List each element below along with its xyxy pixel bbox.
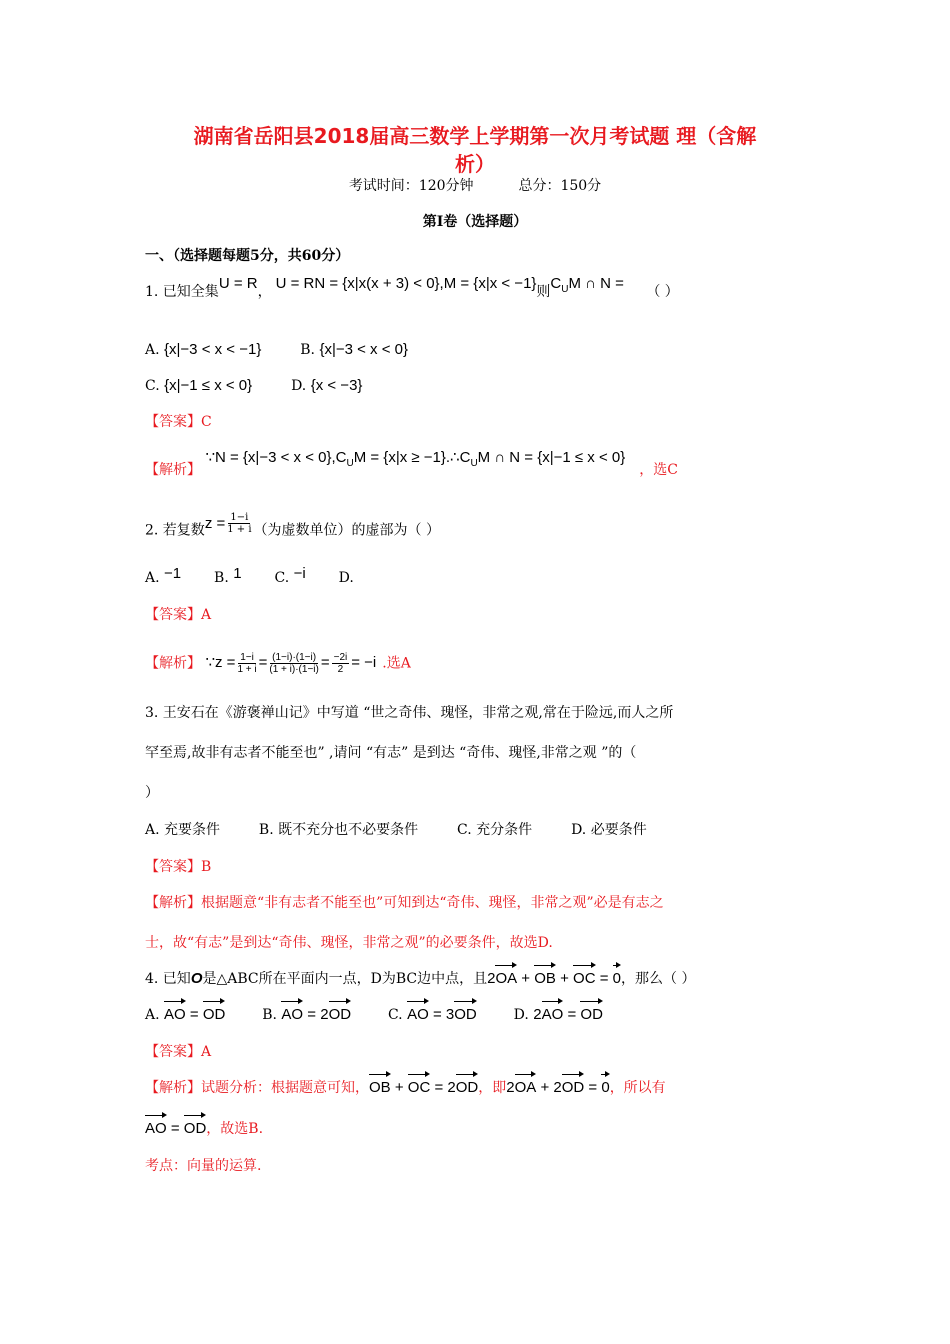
q3-options — [145, 819, 647, 841]
q3-opt-b: B. 既不充分也不必要条件 — [258, 822, 419, 838]
q2-analysis-math — [205, 652, 377, 675]
q2-answer-value: A — [201, 607, 212, 623]
q4-answer — [145, 1041, 211, 1063]
q1-sep: ， — [257, 284, 272, 300]
q1-answer-label: 【答案】 — [145, 414, 201, 430]
q1-stem — [145, 275, 679, 309]
q4-opt-a-vec-od: OD — [203, 1004, 226, 1026]
q4-prefix: 4. 已知 — [145, 971, 191, 987]
q2-an-frac3-num: −2i — [333, 652, 348, 663]
q4-answer-value: A — [201, 1044, 212, 1060]
q1-analysis-label: 【解析】 — [145, 462, 201, 478]
q4-tail: ，那么（ ） — [621, 971, 696, 987]
q4-an-vec-zero: 0 — [601, 1077, 609, 1099]
exam-time: 考试时间：120分钟 — [348, 178, 474, 194]
q4-an-coef-1: 2 — [447, 1079, 456, 1096]
title-line-1: 湖南省岳阳县2018届高三数学上学期第一次月考试题 理（含解 — [193, 124, 757, 148]
q4-an-vec-ob: OB — [369, 1077, 391, 1099]
q3-stem-line-1: 3. 王安石在《游褒禅山记》中写道 “世之奇伟、瑰怪，非常之观,常在于险远,而人之所 — [145, 705, 674, 721]
q2-an-frac3-den: 2 — [337, 664, 344, 675]
q4-opt-d-eq: = — [563, 1006, 581, 1023]
q2-answer-label: 【答案】 — [145, 607, 201, 623]
q4-opt-d-vec-ao: AO — [542, 1004, 564, 1026]
q4-stem — [145, 968, 695, 990]
q4-options — [145, 1004, 603, 1026]
q2-analysis-label: 【解析】 — [145, 655, 201, 672]
part1-heading: 第Ⅰ卷（选择题） — [422, 214, 528, 230]
q4-opt-b-coef: 2 — [320, 1006, 329, 1023]
q2-opt-a: −1 — [164, 565, 182, 582]
q4-an-vec-od-1: OD — [456, 1077, 479, 1099]
q3-analysis-label: 【解析】 — [145, 895, 201, 911]
q2-an-frac1-den: 1 + i — [237, 664, 257, 675]
q1-math-u: U = R — [218, 275, 258, 292]
q4-an-text2: ，即 — [478, 1080, 507, 1096]
q1-opt-b-label: B. — [300, 342, 315, 358]
q4-analysis-line-2 — [145, 1118, 263, 1140]
q1-math-c: C — [550, 275, 562, 292]
q3-analysis-text-1: 根据题意“非有志者不能至也”可知到达“奇伟、瑰怪，非常之观”必是有志之 — [201, 895, 664, 911]
q4-vec-zero: 0 — [613, 968, 621, 990]
q4-an-plus-1: + — [390, 1079, 408, 1096]
q1-answer — [145, 411, 212, 433]
q1-opt-d-label: D. — [291, 378, 307, 394]
q4-an-eq-2: = — [584, 1079, 602, 1096]
q2-an-eq2: = — [320, 654, 330, 672]
q4-opt-b — [281, 1006, 351, 1023]
q4-analysis-label: 【解析】 — [145, 1080, 201, 1096]
q2-opt-c-label: C. — [274, 570, 290, 586]
q4-opt-a — [164, 1006, 225, 1023]
q3-answer-label: 【答案】 — [145, 859, 201, 875]
q4-vec-ob: OB — [534, 968, 556, 990]
q2-prefix: 2. 若复数 — [145, 522, 205, 539]
q1-answer-value: C — [201, 414, 212, 430]
q1-math-sets: U = RN = {x|x(x + 3) < 0},M = {x|x < −1} — [275, 275, 537, 292]
q1-paren: （ ） — [646, 284, 679, 300]
q2-analysis — [145, 652, 411, 675]
q4-point-o: O — [190, 970, 203, 987]
q4-an-text1: 试题分析：根据题意可知， — [201, 1080, 369, 1096]
q4-answer-label: 【答案】 — [145, 1044, 201, 1060]
q4-plus-1: + — [517, 970, 535, 987]
q4-opt-c-label: C. — [387, 1007, 403, 1023]
q3-analysis-line-1 — [145, 892, 664, 914]
q1-analysis-math — [205, 449, 626, 469]
q4-an-coef-2: 2 — [506, 1079, 515, 1096]
q4-opt-b-vec-ao: AO — [281, 1004, 303, 1026]
q4-kaodian: 考点：向量的运算. — [145, 1158, 262, 1174]
q4-an-eq-1: = — [430, 1079, 448, 1096]
q4-opt-a-label: A. — [145, 1007, 160, 1023]
q4-an-vec-oa: OA — [515, 1077, 537, 1099]
q2-opt-d-label: D. — [338, 570, 354, 586]
exam-info — [0, 175, 950, 197]
q1-math-mn: M ∩ N = — [568, 275, 624, 292]
title-line-2: 析） — [455, 152, 495, 176]
q4-an-vec-od-3: OD — [184, 1118, 207, 1140]
q3-opt-d: D. 必要条件 — [571, 822, 647, 838]
q4-vec-oc: OC — [573, 968, 596, 990]
q2-opt-a-label: A. — [145, 570, 160, 586]
q1-an-math-a: ∵N = {x|−3 < x < 0},C — [205, 449, 347, 466]
q3-analysis-line-2: 士，故“有志”是到达“奇伟、瑰怪，非常之观”的必要条件，故选D. — [145, 935, 553, 951]
q1-opt-c-label: C. — [145, 378, 160, 394]
q2-fraction — [227, 512, 251, 535]
q1-then: 则 — [536, 284, 551, 300]
q4-an-math-2 — [506, 1079, 609, 1096]
q4-opt-c-vec-od: OD — [454, 1004, 477, 1026]
q4-opt-d-vec-od: OD — [580, 1004, 603, 1026]
q4-vec-oa: OA — [495, 968, 517, 990]
q2-analysis-tail: .选A — [382, 655, 411, 672]
q4-an-math-3 — [145, 1120, 206, 1137]
q4-an-vec-od-2: OD — [562, 1077, 585, 1099]
q4-eq: = — [595, 970, 613, 987]
q3-answer — [145, 856, 211, 878]
q2-answer — [145, 604, 211, 626]
q1-prefix: 1. 已知全集 — [145, 284, 219, 300]
q4-opt-b-vec-od: OD — [329, 1004, 352, 1026]
q1-an-sub1: U — [346, 458, 354, 469]
q4-condition — [487, 970, 621, 987]
q4-an-plus-2: + — [536, 1079, 554, 1096]
q3-opt-c: C. 充分条件 — [457, 822, 533, 838]
q2-an-eq3: = −i — [351, 654, 377, 672]
q1-opt-a-label: A. — [145, 342, 160, 358]
q1-an-sub2: U — [470, 458, 478, 469]
q4-cond-coef: 2 — [487, 970, 496, 987]
q4-opt-a-eq: = — [185, 1006, 203, 1023]
q1-math-c-sub: U — [561, 284, 569, 295]
q1-options-cd — [145, 375, 362, 397]
q3-opt-a: A. 充要条件 — [145, 822, 221, 838]
q2-stem — [145, 512, 440, 542]
q4-opt-c-coef: 3 — [445, 1006, 455, 1023]
q4-opt-b-label: B. — [262, 1007, 277, 1023]
document-title — [120, 122, 830, 178]
q2-options — [145, 567, 354, 589]
q1-opt-c: {x|−1 ≤ x < 0} — [164, 377, 253, 394]
q2-z-eq: z = — [204, 514, 226, 532]
q3-stem-line-3: ） — [145, 785, 159, 801]
q4-an-vec-oc: OC — [408, 1077, 431, 1099]
q2-frac-num: 1−i — [230, 512, 249, 523]
q2-opt-c: −i — [293, 565, 306, 582]
q2-frac-den: 1 + i — [227, 524, 252, 535]
q3-stem-line-2: 罕至焉,故非有志者不能至也” ,请问 “有志” 是到达 “奇伟、瑰怪,非常之观 ”的（ — [145, 745, 637, 761]
q3-answer-value: B — [201, 859, 212, 875]
q4-opt-d — [533, 1006, 603, 1023]
q4-an-eq-3: = — [166, 1120, 184, 1137]
q4-an-vec-ao: AO — [145, 1118, 167, 1140]
q4-an-text3: ，所以有 — [609, 1080, 666, 1096]
q4-opt-c — [407, 1006, 477, 1023]
q4-an-coef-3: 2 — [553, 1079, 562, 1096]
q1-an-math-b: M = {x|x ≥ −1}.∴C — [353, 449, 471, 466]
q2-opt-b-label: B. — [214, 570, 229, 586]
q4-opt-c-eq: = — [428, 1006, 446, 1023]
q2-suffix: （为虚数单位）的虚部为（ ） — [253, 522, 440, 539]
q2-an-frac2-den: (1 + i)·(1−i) — [269, 664, 319, 675]
q1-options-ab — [145, 339, 408, 361]
q2-opt-b: 1 — [233, 565, 242, 582]
q4-an-math-1 — [369, 1079, 478, 1096]
q2-an-frac1-num: 1−i — [240, 652, 254, 663]
q4-opt-a-vec-ao: AO — [164, 1004, 186, 1026]
q4-opt-d-label: D. — [513, 1007, 529, 1023]
q4-mid: 是△ABC所在平面内一点，D为BC边中点，且 — [202, 971, 488, 987]
q2-an-frac1 — [237, 652, 256, 675]
q4-opt-d-coef: 2 — [533, 1006, 542, 1023]
q4-an-text4: ，故选B. — [206, 1121, 264, 1137]
exam-total: 总分：150分 — [518, 178, 602, 194]
q1-opt-b: {x|−3 < x < 0} — [319, 341, 408, 358]
q2-an-frac3 — [332, 652, 350, 675]
q4-analysis-line-1 — [145, 1077, 666, 1099]
q1-opt-a: {x|−3 < x < −1} — [164, 341, 262, 358]
q2-an-z: ∵z = — [205, 654, 236, 672]
q2-an-eq1: = — [258, 654, 268, 672]
q1-an-math-c: M ∩ N = {x|−1 ≤ x < 0} — [477, 449, 626, 466]
q4-opt-c-vec-ao: AO — [407, 1004, 429, 1026]
q2-an-frac2-num: (1−i)·(1−i) — [272, 652, 317, 663]
q2-an-frac2 — [269, 652, 318, 675]
q4-plus-2: + — [555, 970, 574, 987]
q4-opt-b-eq: = — [303, 1006, 321, 1023]
section1-heading: 一、（选择题每题5分，共60分） — [145, 248, 350, 264]
q1-analysis-tail: ，选C — [639, 462, 678, 478]
q1-opt-d: {x < −3} — [310, 377, 363, 394]
